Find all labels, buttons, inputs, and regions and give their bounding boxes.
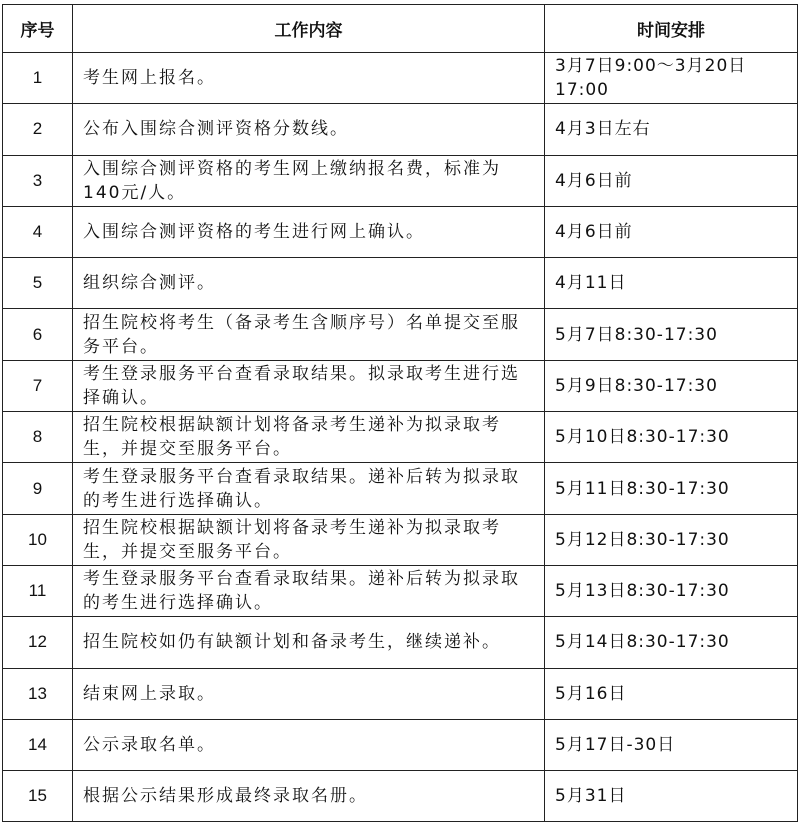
row-time: 4月3日左右	[545, 104, 798, 155]
row-time: 5月7日8:30-17:30	[545, 309, 798, 360]
row-content: 公布入围综合测评资格分数线。	[73, 104, 545, 155]
row-number: 2	[3, 104, 73, 155]
table-row	[3, 258, 798, 309]
row-number: 8	[3, 412, 73, 463]
row-content: 考生登录服务平台查看录取结果。拟录取考生进行选择确认。	[73, 360, 545, 411]
row-number: 15	[3, 771, 73, 822]
row-number: 13	[3, 668, 73, 719]
table-row	[3, 771, 798, 822]
row-time: 5月14日8:30-17:30	[545, 617, 798, 668]
row-number: 1	[3, 53, 73, 104]
table-row	[3, 309, 798, 360]
row-number: 10	[3, 514, 73, 565]
row-time: 5月9日8:30-17:30	[545, 360, 798, 411]
row-content: 考生网上报名。	[73, 53, 545, 104]
row-number: 14	[3, 719, 73, 770]
row-time: 5月31日	[545, 771, 798, 822]
row-number: 4	[3, 206, 73, 257]
table-row	[3, 155, 798, 206]
row-number: 5	[3, 258, 73, 309]
row-time: 4月6日前	[545, 206, 798, 257]
row-content: 公示录取名单。	[73, 719, 545, 770]
row-time: 5月10日8:30-17:30	[545, 412, 798, 463]
table-body	[3, 53, 798, 822]
row-content: 考生登录服务平台查看录取结果。递补后转为拟录取的考生进行选择确认。	[73, 565, 545, 616]
row-number: 11	[3, 565, 73, 616]
table-row	[3, 719, 798, 770]
row-number: 12	[3, 617, 73, 668]
row-time: 5月13日8:30-17:30	[545, 565, 798, 616]
table-row	[3, 514, 798, 565]
row-time: 5月11日8:30-17:30	[545, 463, 798, 514]
row-number: 7	[3, 360, 73, 411]
table-row	[3, 617, 798, 668]
row-content: 入围综合测评资格的考生进行网上确认。	[73, 206, 545, 257]
row-number: 3	[3, 155, 73, 206]
table-row	[3, 565, 798, 616]
row-time: 4月6日前	[545, 155, 798, 206]
row-time: 5月12日8:30-17:30	[545, 514, 798, 565]
row-time: 3月7日9:00～3月20日17:00	[545, 53, 798, 104]
row-content: 考生登录服务平台查看录取结果。递补后转为拟录取的考生进行选择确认。	[73, 463, 545, 514]
row-content: 招生院校如仍有缺额计划和备录考生，继续递补。	[73, 617, 545, 668]
row-content: 组织综合测评。	[73, 258, 545, 309]
table-row	[3, 206, 798, 257]
table-row	[3, 53, 798, 104]
row-time: 5月16日	[545, 668, 798, 719]
row-time: 5月17日-30日	[545, 719, 798, 770]
row-content: 入围综合测评资格的考生网上缴纳报名费，标准为140元/人。	[73, 155, 545, 206]
header-content: 工作内容	[73, 5, 545, 53]
table-row	[3, 463, 798, 514]
row-content: 招生院校根据缺额计划将备录考生递补为拟录取考生，并提交至服务平台。	[73, 514, 545, 565]
schedule-table	[2, 4, 798, 822]
row-number: 6	[3, 309, 73, 360]
table-row	[3, 360, 798, 411]
table-row	[3, 412, 798, 463]
header-number: 序号	[3, 5, 73, 53]
row-content: 根据公示结果形成最终录取名册。	[73, 771, 545, 822]
row-content: 招生院校根据缺额计划将备录考生递补为拟录取考生，并提交至服务平台。	[73, 412, 545, 463]
header-time: 时间安排	[545, 5, 798, 53]
table-row	[3, 668, 798, 719]
header-row	[3, 5, 798, 53]
row-time: 4月11日	[545, 258, 798, 309]
row-content: 结束网上录取。	[73, 668, 545, 719]
row-number: 9	[3, 463, 73, 514]
table-row	[3, 104, 798, 155]
row-content: 招生院校将考生（备录考生含顺序号）名单提交至服务平台。	[73, 309, 545, 360]
